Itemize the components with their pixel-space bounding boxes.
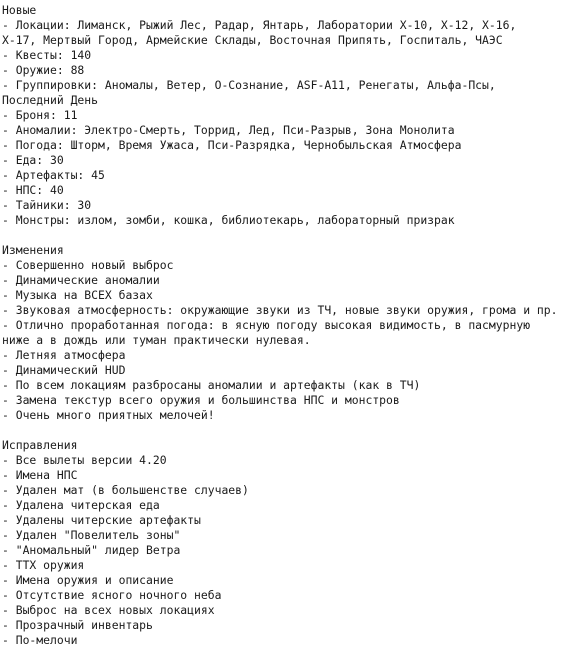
text-line: - Локации: Лиманск, Рыжий Лес, Радар, Янтарь, Лаборатории X-10, X-12, X-16, <box>2 18 517 32</box>
section-heading: Исправления <box>2 438 78 452</box>
text-line: - Монстры: излом, зомби, кошка, библиотекарь, лабораторный призрак <box>2 213 455 227</box>
text-line: - Артефакты: 45 <box>2 168 105 182</box>
text-line: - Очень много приятных мелочей! <box>2 408 215 422</box>
section-heading: Изменения <box>2 243 64 257</box>
text-line: - Удалены читерские артефакты <box>2 513 201 527</box>
text-line: - Оружие: 88 <box>2 63 85 77</box>
section-heading: Новые <box>2 3 37 17</box>
text-line: - Квесты: 140 <box>2 48 92 62</box>
text-line: - Броня: 11 <box>2 108 78 122</box>
text-line: - По-мелочи <box>2 633 78 647</box>
text-line: - Группировки: Аномалы, Ветер, О-Сознание, ASF-A11, Ренегаты, Альфа-Псы, <box>2 78 496 92</box>
text-line: - Имена оружия и описание <box>2 573 174 587</box>
text-line: - Летняя атмосфера <box>2 348 126 362</box>
text-section <box>2 438 571 648</box>
text-line: - Еда: 30 <box>2 153 64 167</box>
text-line: ниже а в дождь или туман практически нулевая. <box>2 333 311 347</box>
text-section <box>2 3 571 228</box>
text-line: - Совершенно новый выброс <box>2 258 174 272</box>
text-line: - Отсутствие ясного ночного неба <box>2 588 222 602</box>
text-line: - Прозрачный инвентарь <box>2 618 153 632</box>
text-line: - Музыка на ВСЕХ базах <box>2 288 153 302</box>
text-line: Последний День <box>2 93 99 107</box>
text-line: - Имена НПС <box>2 468 78 482</box>
text-line: - Динамический HUD <box>2 363 126 377</box>
text-line: - ТТХ оружия <box>2 558 85 572</box>
text-line: - "Аномальный" лидер Ветра <box>2 543 181 557</box>
text-section <box>2 243 571 423</box>
text-line: - Замена текстур всего оружия и большинства НПС и монстров <box>2 393 400 407</box>
text-line: - НПС: 40 <box>2 183 64 197</box>
text-line: - Тайники: 30 <box>2 198 92 212</box>
text-line: - Погода: Шторм, Время Ужаса, Пси-Разрядка, Чернобыльская Атмосфера <box>2 138 462 152</box>
text-line: - Все вылеты версии 4.20 <box>2 453 167 467</box>
text-line: - Удален "Повелитель зоны" <box>2 528 181 542</box>
text-line: - По всем локациям разбросаны аномалии и артефакты (как в ТЧ) <box>2 378 421 392</box>
text-line: - Удален мат (в большенстве случаев) <box>2 483 249 497</box>
text-line: X-17, Мертвый Город, Армейские Склады, Восточная Припять, Госпиталь, ЧАЭС <box>2 33 503 47</box>
text-line: - Удалена читерская еда <box>2 498 160 512</box>
text-line: - Звуковая атмосферность: окружающие звуки из ТЧ, новые звуки оружия, грома и пр. <box>2 303 558 317</box>
section-spacer <box>2 228 571 243</box>
text-line: - Выброс на всех новых локациях <box>2 603 215 617</box>
text-line: - Отлично проработанная погода: в ясную погоду высокая видимость, в пасмурную <box>2 318 531 332</box>
text-line: - Динамические аномалии <box>2 273 160 287</box>
text-line: - Аномалии: Электро-Смерть, Торрид, Лед, Пси-Разрыв, Зона Монолита <box>2 123 455 137</box>
section-spacer <box>2 423 571 438</box>
